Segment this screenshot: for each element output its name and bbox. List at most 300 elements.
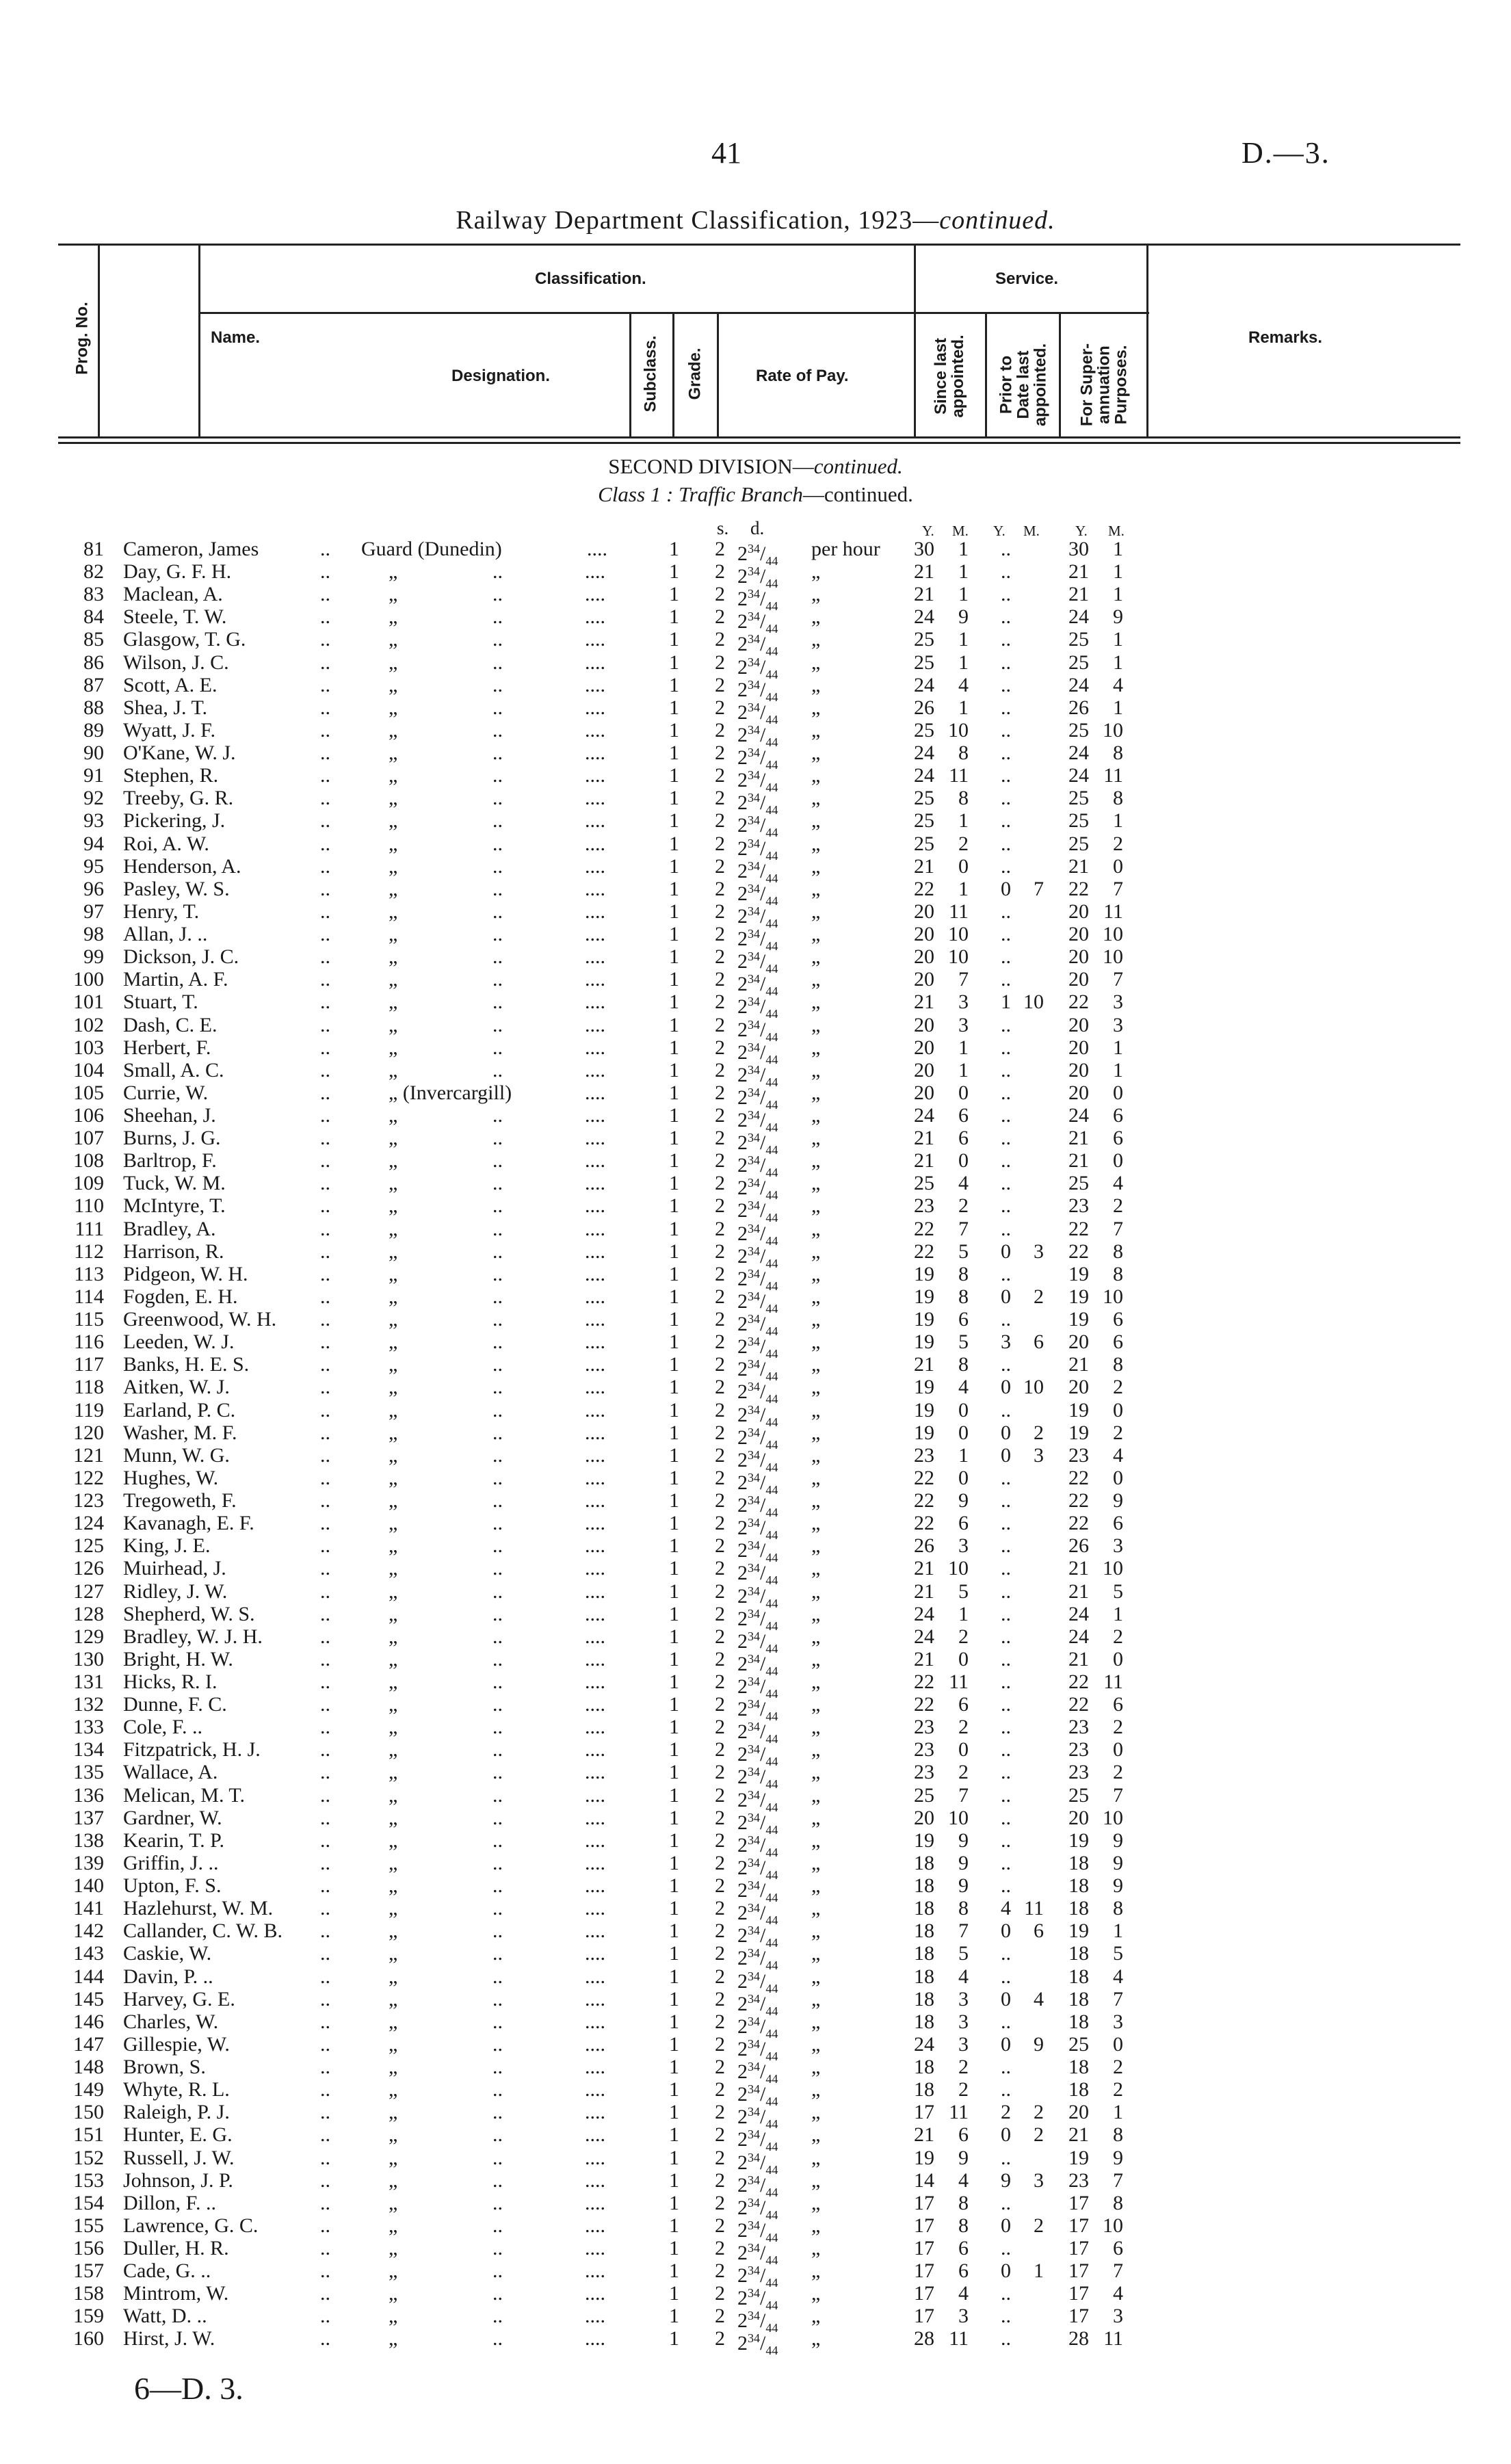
since-years: 19	[914, 1285, 934, 1308]
designation: „	[389, 2078, 398, 2101]
table-row	[0, 1670, 1511, 1701]
super-years: 19	[1068, 1398, 1089, 1421]
prior-years: 2	[1001, 2101, 1011, 2124]
rate-period: per hour	[811, 538, 880, 560]
prior-years: 0	[1001, 2214, 1011, 2237]
table-row	[0, 2305, 1511, 2335]
super-years: 24	[1068, 1104, 1089, 1127]
subclass: 1	[669, 968, 679, 991]
since-months: 6	[958, 1127, 969, 1150]
employee-name: Callander, C. W. B.	[123, 1919, 283, 1943]
table-row	[0, 1104, 1511, 1134]
since-years: 25	[914, 651, 934, 674]
rate-of-pay: $2^{34}/_{44}$	[737, 1561, 778, 1588]
since-years: 22	[914, 1240, 934, 1263]
prior-years: ..	[1001, 651, 1011, 674]
super-months: 11	[1103, 1670, 1123, 1693]
grade: 2	[715, 1331, 725, 1354]
rate-of-pay: $2^{34}/_{44}$	[737, 791, 778, 817]
rate-of-pay: $2^{34}/_{44}$	[737, 2036, 778, 2063]
prog-no: 131	[73, 1670, 104, 1693]
unit-years-since: Y.	[922, 523, 934, 539]
super-months: 10	[1103, 1557, 1123, 1580]
designation: „	[389, 1127, 398, 1150]
rate-of-pay: $2^{34}/_{44}$	[737, 587, 778, 614]
grade: 2	[715, 605, 725, 629]
table-row	[0, 1353, 1511, 1384]
prior-years: ..	[1001, 1489, 1011, 1512]
leader-dots: ..	[492, 2214, 503, 2237]
prog-no: 92	[83, 787, 104, 810]
employee-name: Hunter, E. G.	[123, 2123, 233, 2147]
designation: „	[389, 991, 398, 1014]
employee-name: Pidgeon, W. H.	[123, 1262, 248, 1285]
leader-dots: ....	[585, 1987, 605, 2010]
table-row	[0, 809, 1511, 840]
prog-no: 146	[73, 2010, 104, 2033]
grade: 2	[715, 2010, 725, 2033]
prog-no: 101	[73, 991, 104, 1014]
prior-years: ..	[1001, 1874, 1011, 1898]
prior-years: ..	[1001, 1104, 1011, 1127]
prior-months: 4	[1034, 1987, 1044, 2010]
prior-years: ..	[1001, 1738, 1011, 1761]
since-years: 21	[914, 1647, 934, 1670]
subclass: 1	[669, 1127, 679, 1150]
grade: 2	[715, 1398, 725, 1421]
rate-of-pay: $2^{34}/_{44}$	[737, 1289, 778, 1315]
grade: 2	[715, 787, 725, 810]
super-months: 0	[1113, 1149, 1123, 1172]
rate-of-pay: $2^{34}/_{44}$	[737, 2014, 778, 2041]
designation: „	[389, 1308, 398, 1331]
division-label: SECOND DIVISION—	[608, 454, 814, 478]
super-months: 4	[1113, 1172, 1123, 1195]
grade: 2	[715, 628, 725, 651]
grade: 2	[715, 742, 725, 765]
super-years: 24	[1068, 1625, 1089, 1648]
leader-dots: ..	[492, 1466, 503, 1489]
col-divider	[1146, 244, 1148, 436]
rate-period: „	[811, 1897, 821, 1920]
prog-no: 136	[73, 1783, 104, 1807]
grade: 2	[715, 1036, 725, 1059]
grade: 2	[715, 1240, 725, 1263]
since-months: 11	[949, 764, 969, 787]
subclass: 1	[669, 2305, 679, 2328]
super-months: 9	[1113, 605, 1123, 629]
subclass: 1	[669, 1466, 679, 1489]
subclass: 1	[669, 1919, 679, 1943]
since-years: 21	[914, 991, 934, 1014]
super-years: 25	[1068, 809, 1089, 833]
rate-of-pay: $2^{34}/_{44}$	[737, 746, 778, 772]
table-row	[0, 854, 1511, 885]
leader-dots: ..	[320, 1058, 330, 1082]
grade: 2	[715, 1829, 725, 1852]
rate-period: „	[811, 2101, 821, 2124]
prior-months: 2	[1034, 1285, 1044, 1308]
since-years: 20	[914, 968, 934, 991]
since-months: 3	[958, 1013, 969, 1036]
rate-period: „	[811, 718, 821, 742]
employee-name: Small, A. C.	[123, 1058, 224, 1082]
grade: 2	[715, 2237, 725, 2259]
leader-dots: ..	[492, 2168, 503, 2192]
rate-of-pay: $2^{34}/_{44}$	[737, 1629, 778, 1655]
super-years: 21	[1068, 1149, 1089, 1172]
since-years: 18	[914, 2010, 934, 2033]
employee-name: Dash, C. E.	[123, 1013, 218, 1036]
designation: „	[389, 605, 398, 629]
prior-years: ..	[1001, 1557, 1011, 1580]
subclass: 1	[669, 1625, 679, 1648]
employee-name: Aitken, W. J.	[123, 1376, 230, 1399]
since-months: 0	[958, 854, 969, 878]
since-years: 19	[914, 1376, 934, 1399]
prog-no: 84	[83, 605, 104, 629]
grade: 2	[715, 1013, 725, 1036]
leader-dots: ..	[492, 1602, 503, 1625]
designation: „	[389, 854, 398, 878]
leader-dots: ....	[585, 1421, 605, 1444]
since-years: 18	[914, 1897, 934, 1920]
super-years: 18	[1068, 2010, 1089, 2033]
designation: „	[389, 1987, 398, 2010]
rate-of-pay: $2^{34}/_{44}$	[737, 904, 778, 930]
prior-years: 1	[1001, 991, 1011, 1014]
prog-no: 83	[83, 583, 104, 606]
prog-no: 97	[83, 900, 104, 923]
prog-no: 105	[73, 1081, 104, 1104]
leader-dots: ..	[320, 560, 330, 584]
employee-name: Hirst, J. W.	[123, 2327, 215, 2350]
super-months: 2	[1113, 832, 1123, 855]
rate-of-pay: $2^{34}/_{44}$	[737, 1651, 778, 1678]
leader-dots: ..	[492, 1670, 503, 1693]
super-months: 2	[1113, 1761, 1123, 1784]
super-years: 24	[1068, 673, 1089, 696]
employee-name: Johnson, J. P.	[123, 2168, 233, 2192]
rate-of-pay: $2^{34}/_{44}$	[737, 610, 778, 636]
rate-period: „	[811, 1489, 821, 1512]
rate-period: „	[811, 1217, 821, 1240]
designation: „	[389, 583, 398, 606]
since-years: 24	[914, 1104, 934, 1127]
grade: 2	[715, 1353, 725, 1376]
designation: „	[389, 1965, 398, 1988]
since-years: 21	[914, 560, 934, 584]
super-years: 20	[1068, 968, 1089, 991]
since-months: 7	[958, 1217, 969, 1240]
signature-mark: 6—D. 3.	[134, 2371, 244, 2406]
super-years: 18	[1068, 1987, 1089, 2010]
rate-of-pay: $2^{34}/_{44}$	[737, 632, 778, 659]
leader-dots: ..	[320, 2305, 330, 2328]
employee-name: Hicks, R. I.	[123, 1670, 218, 1693]
subclass: 1	[669, 673, 679, 696]
header-top-rule	[58, 244, 1460, 246]
leader-dots: ..	[320, 1942, 330, 1965]
leader-dots: ..	[492, 1149, 503, 1172]
since-years: 21	[914, 2123, 934, 2147]
col-divider	[98, 244, 100, 436]
leader-dots: ..	[320, 1331, 330, 1354]
prog-no: 120	[73, 1421, 104, 1444]
employee-name: Henry, T.	[123, 900, 200, 923]
employee-name: Whyte, R. L.	[123, 2078, 230, 2101]
leader-dots: ..	[320, 2056, 330, 2079]
leader-dots: ..	[320, 1806, 330, 1829]
designation: „	[389, 1172, 398, 1195]
since-years: 19	[914, 1308, 934, 1331]
grade: 2	[715, 1058, 725, 1082]
rate-period: „	[811, 1398, 821, 1421]
grade: 2	[715, 1761, 725, 1784]
prior-months: 3	[1034, 2168, 1044, 2192]
prior-years: ..	[1001, 764, 1011, 787]
leader-dots: ..	[492, 560, 503, 584]
employee-name: Caskie, W.	[123, 1942, 212, 1965]
super-months: 1	[1113, 809, 1123, 833]
rate-of-pay: $2^{34}/_{44}$	[737, 2195, 778, 2222]
prog-no: 94	[83, 832, 104, 855]
subclass: 1	[669, 1240, 679, 1263]
leader-dots: ..	[492, 2032, 503, 2056]
table-row	[0, 1127, 1511, 1157]
designation: „	[389, 764, 398, 787]
unit-years-prior: Y.	[993, 523, 1006, 539]
grade: 2	[715, 1534, 725, 1558]
super-months: 10	[1103, 718, 1123, 742]
rate-of-pay: $2^{34}/_{44}$	[737, 2286, 778, 2313]
grade: 2	[715, 1897, 725, 1920]
subclass: 1	[669, 560, 679, 584]
prog-no: 150	[73, 2101, 104, 2124]
rate-period: „	[811, 1240, 821, 1263]
table-row	[0, 1987, 1511, 2018]
col-divider	[1059, 312, 1061, 436]
rate-period: „	[811, 1693, 821, 1716]
designation: „	[389, 1851, 398, 1874]
since-months: 11	[949, 900, 969, 923]
grade: 2	[715, 968, 725, 991]
leader-dots: ..	[320, 1172, 330, 1195]
leader-dots: ..	[320, 1693, 330, 1716]
since-months: 9	[958, 2146, 969, 2169]
leader-dots: ..	[320, 1240, 330, 1263]
since-years: 21	[914, 1557, 934, 1580]
designation: „	[389, 968, 398, 991]
table-row	[0, 1262, 1511, 1293]
leader-dots: ....	[585, 991, 605, 1014]
grade: 2	[715, 1647, 725, 1670]
employee-name: Martin, A. F.	[123, 968, 228, 991]
super-years: 25	[1068, 832, 1089, 855]
grade: 2	[715, 538, 725, 560]
prog-no: 118	[74, 1376, 104, 1399]
subclass: 1	[669, 1194, 679, 1218]
super-months: 8	[1113, 787, 1123, 810]
since-years: 18	[914, 1942, 934, 1965]
designation: „	[389, 742, 398, 765]
super-months: 6	[1113, 1331, 1123, 1354]
since-months: 11	[949, 2101, 969, 2124]
super-months: 3	[1113, 991, 1123, 1014]
table-row	[0, 583, 1511, 614]
since-years: 19	[914, 2146, 934, 2169]
since-months: 7	[958, 1783, 969, 1807]
rate-of-pay: $2^{34}/_{44}$	[737, 1447, 778, 1474]
rate-of-pay: $2^{34}/_{44}$	[737, 2331, 778, 2358]
prog-no: 114	[74, 1285, 104, 1308]
prior-years: ..	[1001, 2056, 1011, 2079]
grade: 2	[715, 696, 725, 719]
leader-dots: ..	[492, 2101, 503, 2124]
super-years: 19	[1068, 1308, 1089, 1331]
leader-dots: ..	[320, 832, 330, 855]
super-years: 17	[1068, 2305, 1089, 2328]
table-row	[0, 1285, 1511, 1315]
designation: „	[389, 1262, 398, 1285]
prior-years: ..	[1001, 1534, 1011, 1558]
designation: „	[389, 809, 398, 833]
prior-years: ..	[1001, 605, 1011, 629]
grade: 2	[715, 1285, 725, 1308]
since-years: 22	[914, 1670, 934, 1693]
rate-of-pay: $2^{34}/_{44}$	[737, 2150, 778, 2177]
super-months: 1	[1113, 1919, 1123, 1943]
subclass: 1	[669, 1036, 679, 1059]
grade: 2	[715, 2168, 725, 2192]
prog-no: 98	[83, 923, 104, 946]
leader-dots: ..	[320, 1783, 330, 1807]
table-row	[0, 2259, 1511, 2290]
grade: 2	[715, 1194, 725, 1218]
header-bottom-rule	[58, 436, 1460, 438]
leader-dots: ....	[585, 764, 605, 787]
leader-dots: ..	[320, 1829, 330, 1852]
leader-dots: ..	[492, 1353, 503, 1376]
designation: „ (Invercargill)	[389, 1081, 512, 1104]
leader-dots: ....	[585, 2032, 605, 2056]
leader-dots: ....	[585, 1670, 605, 1693]
rate-of-pay: $2^{34}/_{44}$	[737, 1176, 778, 1203]
since-years: 19	[914, 1829, 934, 1852]
designation: „	[389, 718, 398, 742]
designation: „	[389, 832, 398, 855]
since-months: 1	[958, 628, 969, 651]
rate-of-pay: $2^{34}/_{44}$	[737, 2218, 778, 2244]
super-years: 25	[1068, 2032, 1089, 2056]
super-months: 2	[1113, 1625, 1123, 1648]
rate-period: „	[811, 1534, 821, 1558]
rate-period: „	[811, 1443, 821, 1467]
rate-period: „	[811, 1625, 821, 1648]
leader-dots: ..	[492, 1806, 503, 1829]
leader-dots: ..	[320, 2214, 330, 2237]
rate-period: „	[811, 2056, 821, 2079]
rate-of-pay: $2^{34}/_{44}$	[737, 1584, 778, 1610]
leader-dots: ..	[492, 1285, 503, 1308]
leader-dots: ..	[492, 1942, 503, 1965]
since-years: 23	[914, 1443, 934, 1467]
leader-dots: ....	[585, 1738, 605, 1761]
rate-of-pay: $2^{34}/_{44}$	[737, 700, 778, 726]
super-years: 30	[1068, 538, 1089, 560]
since-months: 4	[958, 1965, 969, 1988]
prior-months: 2	[1034, 1421, 1044, 1444]
leader-dots: ..	[320, 2282, 330, 2305]
super-years: 20	[1068, 1806, 1089, 1829]
prior-years: ..	[1001, 923, 1011, 946]
prog-no: 159	[73, 2305, 104, 2328]
designation: „	[389, 2032, 398, 2056]
designation: „	[389, 1783, 398, 1807]
subclass: 1	[669, 1738, 679, 1761]
since-years: 19	[914, 1421, 934, 1444]
table-row	[0, 1058, 1511, 1089]
leader-dots: ....	[585, 1602, 605, 1625]
rate-of-pay: $2^{34}/_{44}$	[737, 2173, 778, 2199]
since-months: 5	[958, 1331, 969, 1354]
rate-period: „	[811, 1761, 821, 1784]
since-months: 7	[958, 1919, 969, 1943]
subclass: 1	[669, 718, 679, 742]
super-months: 5	[1113, 1942, 1123, 1965]
since-years: 20	[914, 945, 934, 969]
subclass: 1	[669, 1081, 679, 1104]
rate-period: „	[811, 1376, 821, 1399]
rate-period: „	[811, 1285, 821, 1308]
leader-dots: ..	[320, 877, 330, 900]
since-months: 8	[958, 2191, 969, 2214]
rate-of-pay: $2^{34}/_{44}$	[737, 1131, 778, 1157]
rate-period: „	[811, 1965, 821, 1988]
prior-years: ..	[1001, 1602, 1011, 1625]
since-months: 4	[958, 2282, 969, 2305]
leader-dots: ....	[585, 1353, 605, 1376]
leader-dots: ..	[320, 1602, 330, 1625]
designation: „	[389, 1036, 398, 1059]
since-years: 20	[914, 1806, 934, 1829]
super-months: 6	[1113, 1308, 1123, 1331]
table-row	[0, 1376, 1511, 1406]
prog-no: 87	[83, 673, 104, 696]
super-months: 2	[1113, 2078, 1123, 2101]
super-months: 0	[1113, 1398, 1123, 1421]
grade: 2	[715, 1987, 725, 2010]
prior-years: ..	[1001, 2237, 1011, 2259]
since-years: 18	[914, 2056, 934, 2079]
super-years: 23	[1068, 1738, 1089, 1761]
table-row	[0, 1829, 1511, 1859]
employee-name: Pickering, J.	[123, 809, 226, 833]
leader-dots: ....	[585, 1443, 605, 1467]
super-months: 6	[1113, 1127, 1123, 1150]
table-row	[0, 628, 1511, 659]
since-months: 8	[958, 1285, 969, 1308]
subclass: 1	[669, 1421, 679, 1444]
employee-name: King, J. E.	[123, 1534, 211, 1558]
rate-period: „	[811, 1262, 821, 1285]
table-row	[0, 1693, 1511, 1724]
leader-dots: ..	[492, 1240, 503, 1263]
rate-of-pay: $2^{34}/_{44}$	[737, 1062, 778, 1089]
since-years: 23	[914, 1194, 934, 1218]
leader-dots: ....	[585, 2237, 605, 2259]
leader-dots: ..	[320, 1398, 330, 1421]
